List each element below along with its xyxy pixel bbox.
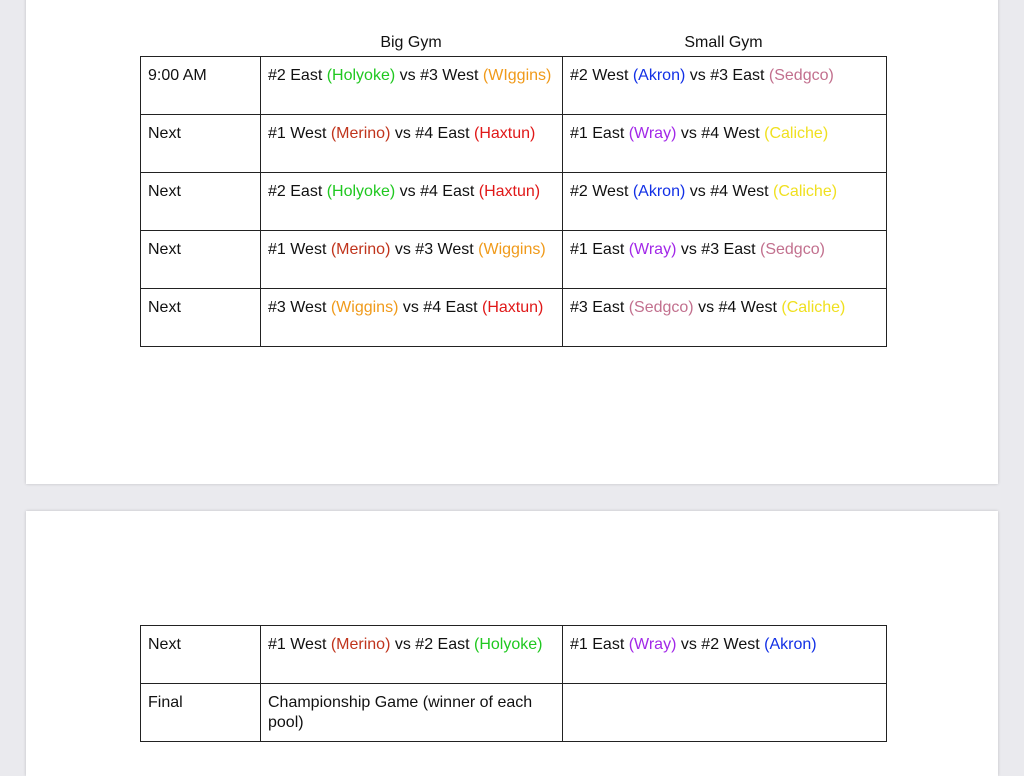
team-name: (Wray) bbox=[628, 636, 677, 653]
big-gym-game-cell bbox=[261, 626, 563, 684]
time-cell: Next bbox=[141, 626, 261, 684]
table-row bbox=[141, 626, 887, 684]
team-name: (WIggins) bbox=[482, 67, 552, 84]
time-cell: Next bbox=[141, 289, 261, 347]
time-cell: 9:00 AM bbox=[141, 57, 261, 115]
team-name: (Wiggins) bbox=[478, 241, 546, 258]
big-gym-game-cell bbox=[261, 115, 563, 173]
matchup-text: vs #3 East bbox=[685, 67, 769, 84]
team-name: (Merino) bbox=[330, 125, 391, 142]
big-gym-header: Big Gym bbox=[380, 34, 442, 51]
matchup-text: #3 West bbox=[268, 299, 331, 316]
small-gym-game-cell bbox=[563, 289, 887, 347]
matchup-text: #2 West bbox=[570, 183, 633, 200]
team-name: (Sedgco) bbox=[628, 299, 694, 316]
big-gym-game-cell bbox=[261, 57, 563, 115]
matchup-text: #1 East bbox=[570, 241, 629, 258]
team-name: (Sedgco) bbox=[760, 241, 825, 258]
matchup-text: #1 West bbox=[268, 636, 331, 653]
matchup-text: vs #4 West bbox=[693, 299, 782, 316]
matchup-text: #3 East bbox=[570, 299, 629, 316]
team-name: (Akron) bbox=[764, 636, 817, 653]
time-cell: Next bbox=[141, 231, 261, 289]
matchup-text: vs #4 East bbox=[398, 299, 482, 316]
small-gym-game-cell bbox=[563, 626, 887, 684]
matchup-text: vs #4 East bbox=[395, 183, 479, 200]
matchup-text: vs #3 West bbox=[390, 241, 479, 258]
matchup-text: vs #2 West bbox=[676, 636, 765, 653]
matchup-text: vs #4 East bbox=[390, 125, 474, 142]
matchup-text: #2 East bbox=[268, 67, 327, 84]
schedule-table-pool bbox=[140, 56, 887, 347]
team-name: (Wray) bbox=[628, 125, 677, 142]
matchup-text: #1 East bbox=[570, 636, 629, 653]
big-gym-game-cell bbox=[261, 173, 563, 231]
matchup-text: vs #4 West bbox=[676, 125, 765, 142]
team-name: (Wray) bbox=[628, 241, 677, 258]
schedule-table-final bbox=[140, 625, 887, 742]
team-name: (Wiggins) bbox=[330, 299, 399, 316]
team-name: (Akron) bbox=[632, 183, 686, 200]
team-name: (Sedgco) bbox=[768, 67, 834, 84]
small-gym-game-cell bbox=[563, 115, 887, 173]
matchup-text: #2 East bbox=[268, 183, 327, 200]
table-row bbox=[141, 289, 887, 347]
small-gym-game-cell bbox=[563, 57, 887, 115]
matchup-text: Championship Game (winner of each pool) bbox=[268, 694, 533, 731]
table-row bbox=[141, 115, 887, 173]
time-cell: Next bbox=[141, 115, 261, 173]
team-name: (Merino) bbox=[330, 636, 391, 653]
matchup-text: vs #3 East bbox=[676, 241, 760, 258]
big-gym-game-cell bbox=[261, 684, 563, 742]
table-row bbox=[141, 231, 887, 289]
time-cell: Final bbox=[141, 684, 261, 742]
time-cell: Next bbox=[141, 173, 261, 231]
matchup-text: vs #3 West bbox=[395, 67, 483, 84]
big-gym-game-cell bbox=[261, 231, 563, 289]
team-name: (Akron) bbox=[632, 67, 686, 84]
column-headers bbox=[140, 34, 885, 56]
team-name: (Haxtun) bbox=[478, 183, 541, 200]
matchup-text: #1 West bbox=[268, 241, 331, 258]
table-row bbox=[141, 57, 887, 115]
team-name: (Haxtun) bbox=[474, 125, 536, 142]
table-row bbox=[141, 173, 887, 231]
small-gym-game-cell bbox=[563, 173, 887, 231]
team-name: (Caliche) bbox=[781, 299, 846, 316]
matchup-text: #1 West bbox=[268, 125, 331, 142]
matchup-text: #2 West bbox=[570, 67, 633, 84]
table-row bbox=[141, 684, 887, 742]
small-gym-game-cell bbox=[563, 231, 887, 289]
matchup-text: vs #2 East bbox=[390, 636, 474, 653]
team-name: (Haxtun) bbox=[482, 299, 544, 316]
team-name: (Caliche) bbox=[764, 125, 829, 142]
matchup-text: #1 East bbox=[570, 125, 629, 142]
team-name: (Holyoke) bbox=[474, 636, 543, 653]
team-name: (Caliche) bbox=[773, 183, 838, 200]
matchup-text: vs #4 West bbox=[685, 183, 774, 200]
small-gym-game-cell bbox=[563, 684, 887, 742]
team-name: (Holyoke) bbox=[326, 183, 396, 200]
team-name: (Holyoke) bbox=[326, 67, 396, 84]
team-name: (Merino) bbox=[330, 241, 391, 258]
big-gym-game-cell bbox=[261, 289, 563, 347]
small-gym-header: Small Gym bbox=[684, 34, 763, 51]
